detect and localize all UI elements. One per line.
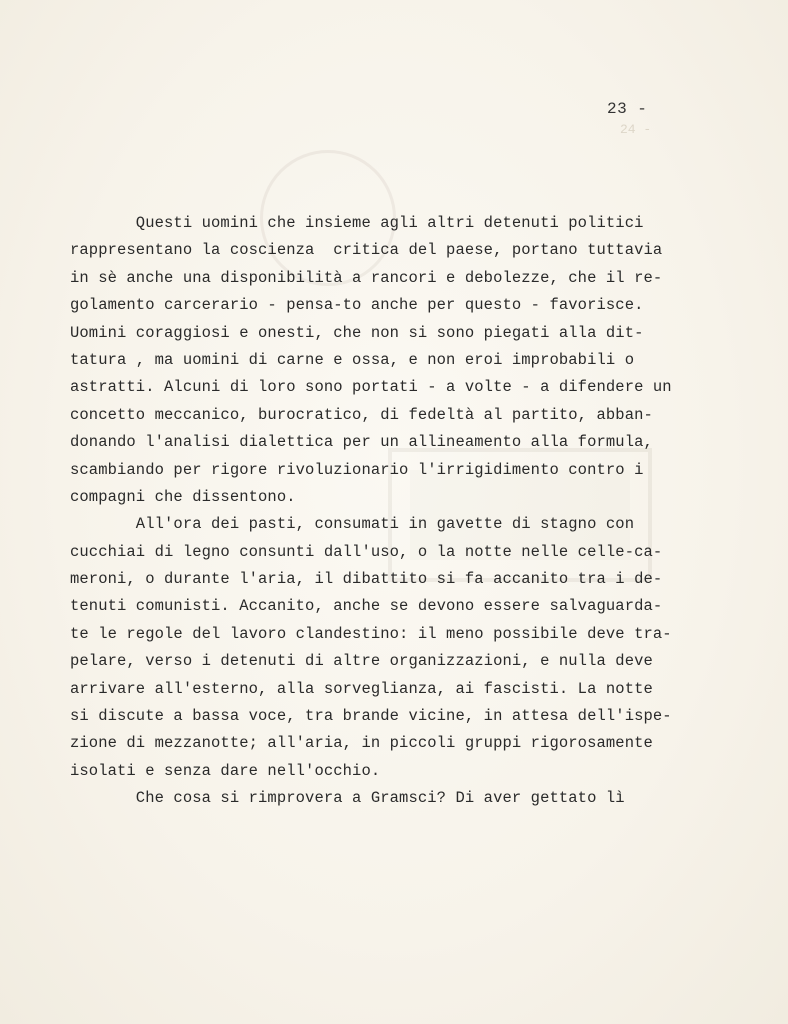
text-line: compagni che dissentono. (70, 487, 296, 506)
text-line: tenuti comunisti. Accanito, anche se devono essere salvaguarda- (70, 597, 663, 616)
text-line: Che cosa si rimprovera a Gramsci? Di aver gettato lì (70, 789, 625, 808)
typewritten-text (70, 210, 710, 813)
text-line: te le regole del lavoro clandestino: il meno possibile deve tra- (70, 624, 672, 643)
page-number: 23 - (607, 100, 648, 118)
text-line: concetto meccanico, burocratico, di fedeltà al partito, abban- (70, 405, 653, 424)
text-line: All'ora dei pasti, consumati in gavette di stagno con (70, 515, 635, 534)
text-line: Questi uomini che insieme agli altri detenuti politici (70, 214, 644, 232)
text-line: pelare, verso i detenuti di altre organizzazioni, e nulla deve (70, 652, 653, 671)
text-line: scambiando per rigore rivoluzionario l'irrigidimento contro i (70, 460, 644, 479)
text-line: in sè anche una disponibilità a rancori e debolezze, che il re- (70, 268, 663, 287)
text-line: golamento carcerario - pensa-to anche per questo - favorisce. (70, 296, 644, 315)
text-line: Uomini coraggiosi e onesti, che non si sono piegati alla dit- (70, 323, 644, 342)
text-line: arrivare all'esterno, alla sorveglianza, ai fascisti. La notte (70, 679, 653, 698)
text-line: rappresentano la coscienza critica del paese, portano tuttavia (70, 241, 663, 260)
text-line: tatura , ma uomini di carne e ossa, e non eroi improbabili o (70, 350, 635, 369)
text-line: astratti. Alcuni di loro sono portati - a volte - a difendere un (70, 378, 672, 397)
page-number-bleedthrough: 24 - (620, 122, 652, 137)
text-line: cucchiai di legno consunti dall'uso, o la notte nelle celle-ca- (70, 542, 663, 561)
text-line: zione di mezzanotte; all'aria, in piccoli gruppi rigorosamente (70, 734, 653, 753)
text-line: meroni, o durante l'aria, il dibattito si fa accanito tra i de- (70, 570, 663, 589)
text-line: si discute a bassa voce, tra brande vicine, in attesa dell'ispe- (70, 707, 672, 726)
text-line: donando l'analisi dialettica per un allineamento alla formula, (70, 433, 653, 452)
text-line: isolati e senza dare nell'occhio. (70, 761, 381, 780)
